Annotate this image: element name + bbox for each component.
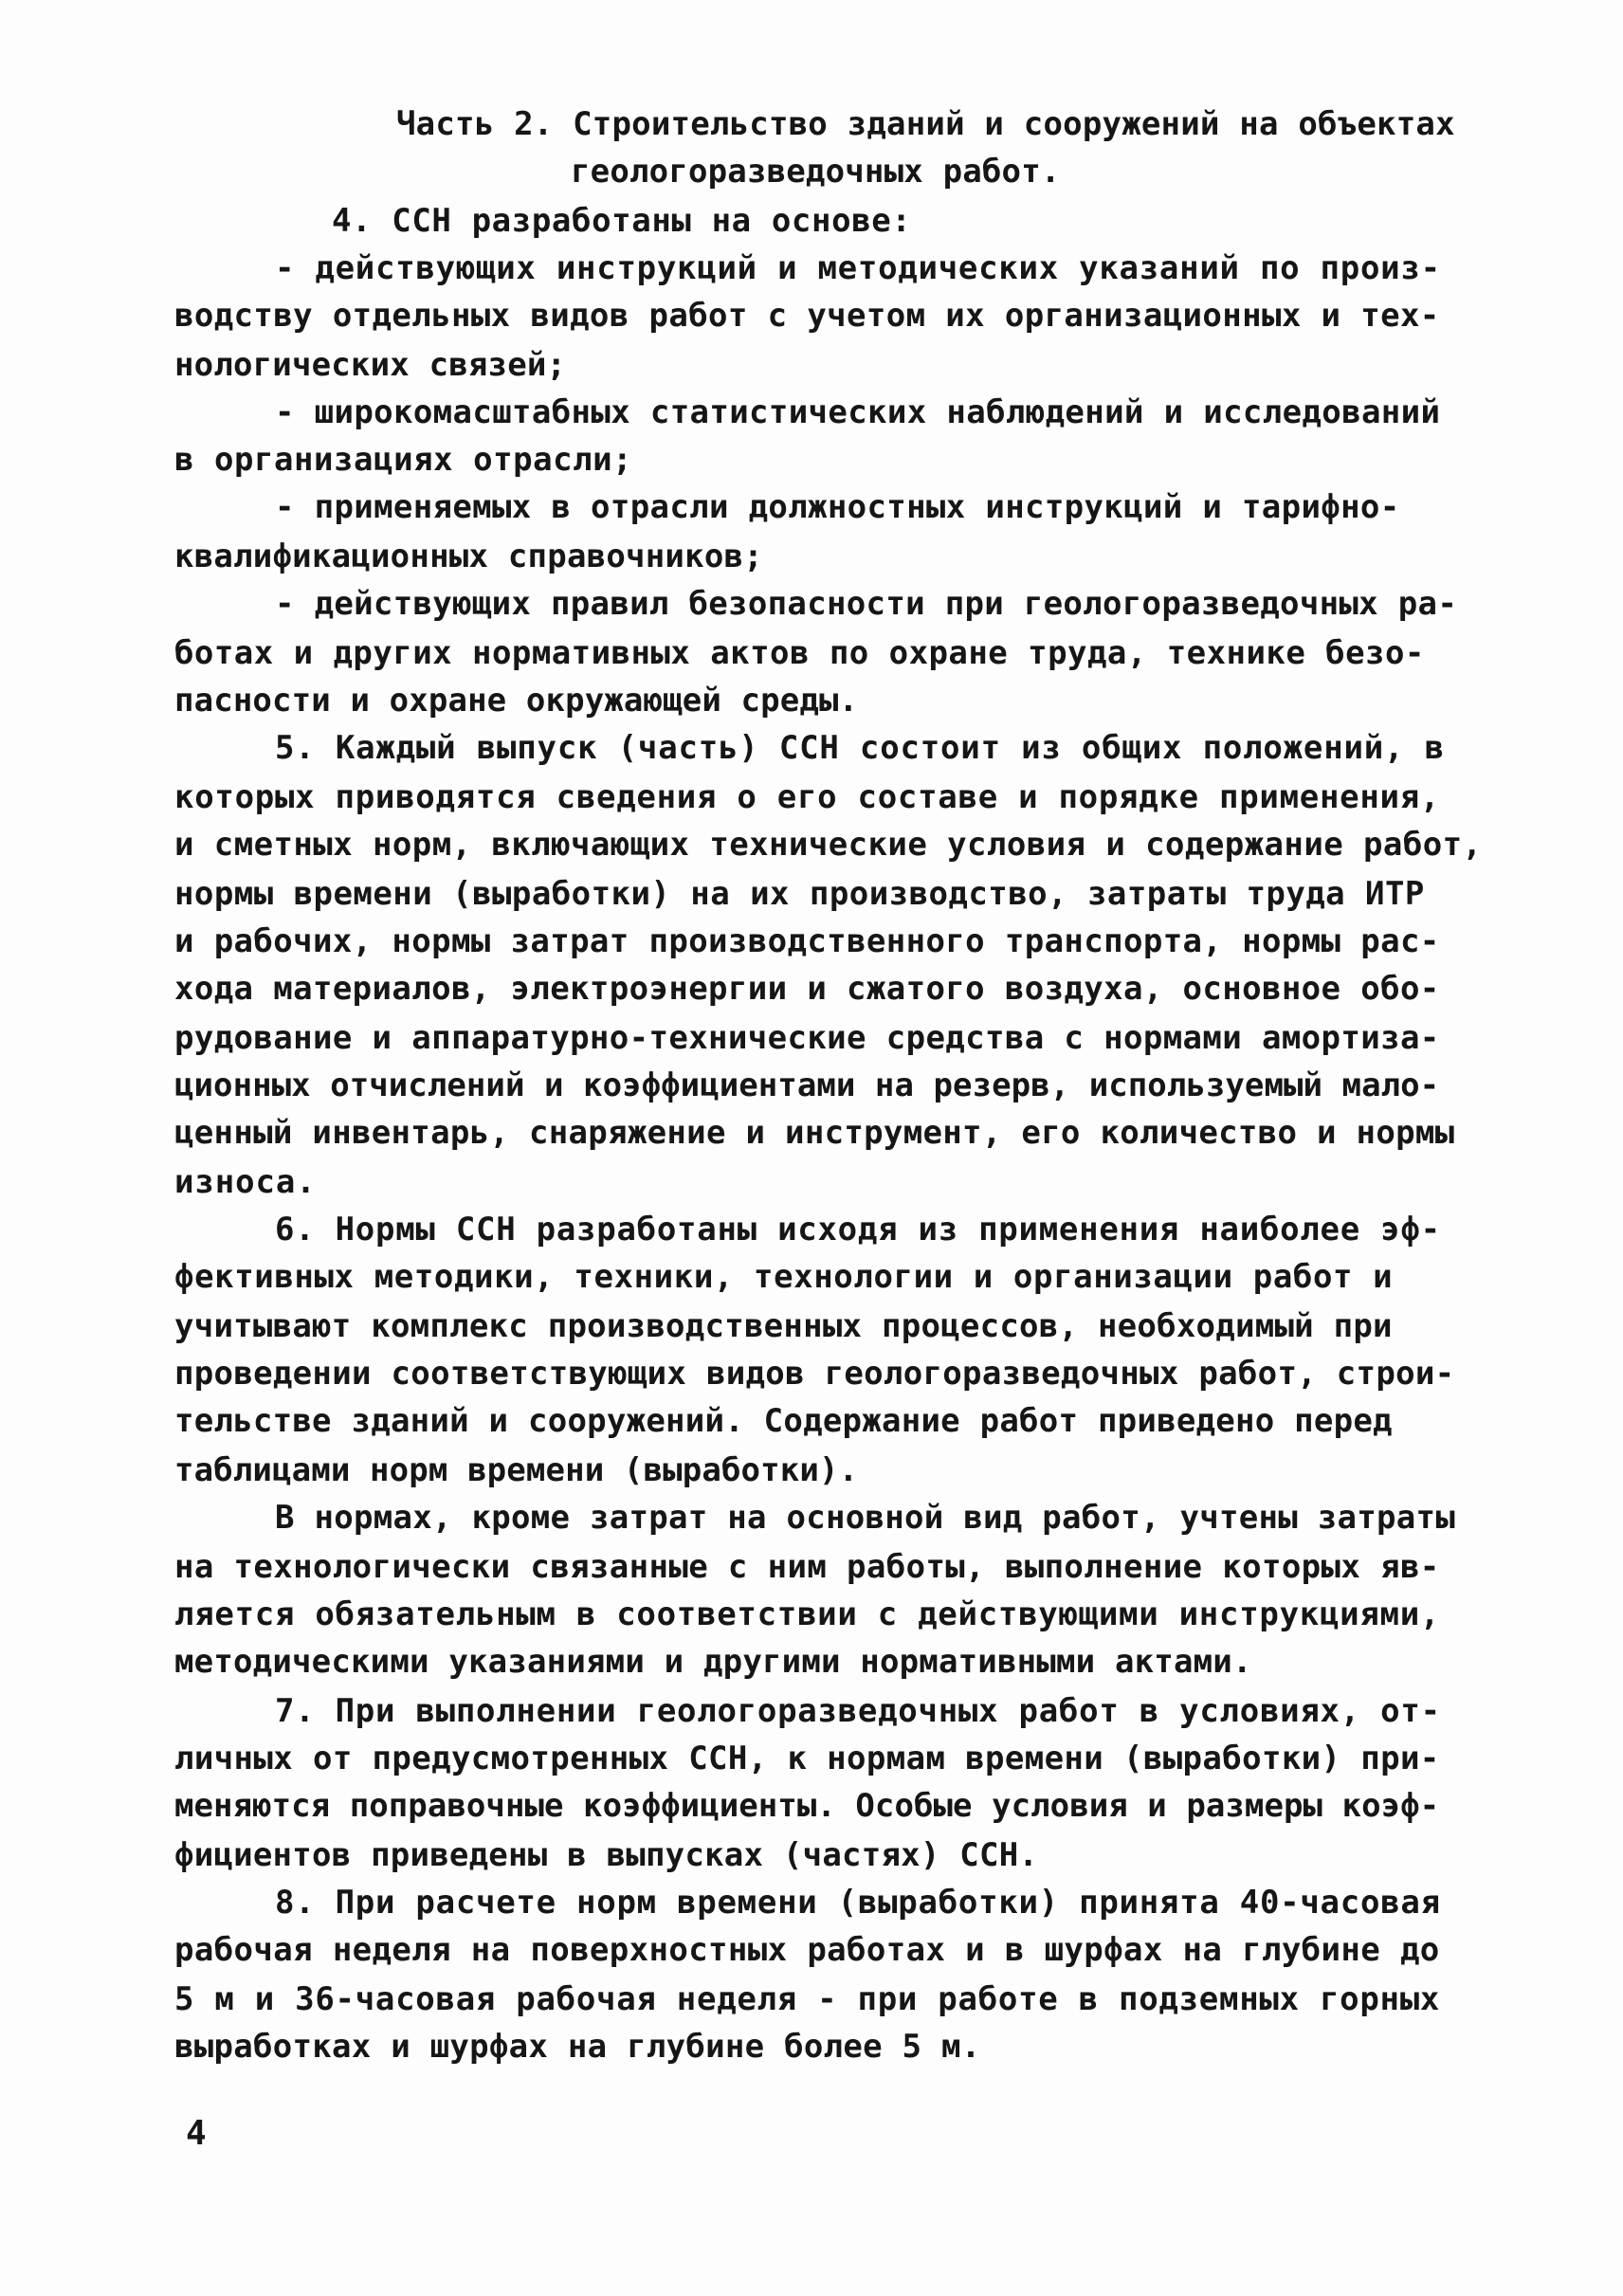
text-line: 8. При расчете норм времени (выработки) принята 40-часовая [275,1884,1441,1922]
text-line: - действующих инструкций и методических указаний по произ- [275,249,1441,287]
text-line: и сметных норм, включающих технические условия и содержание работ, [174,826,1483,864]
text-line: Часть 2. Строительство зданий и сооружений на объектах [396,105,1455,143]
text-line: проведении соответствующих видов геологоразведочных работ, строи- [174,1355,1455,1393]
text-line: нологических связей; [174,346,567,384]
text-line: тельстве зданий и сооружений. Содержание работ приведено перед [174,1402,1393,1440]
text-line: 4. ССН разработаны на основе: [332,202,912,240]
text-line: пасности и охране окружающей среды. [174,682,859,720]
text-line: ценный инвентарь, снаряжение и инструмент, его количество и нормы [174,1114,1455,1152]
text-line: фициентов приведены в выпусках (частях) ССН. [174,1836,1039,1874]
text-line: ботах и других нормативных актов по охране труда, технике безо- [174,634,1425,672]
text-line: 7. При выполнении геологоразведочных работ в условиях, от- [275,1692,1441,1730]
text-line: 5. Каждый выпуск (часть) ССН состоит из общих положений, в [275,729,1445,767]
text-line: меняются поправочные коэффициенты. Особые условия и размеры коэф- [174,1787,1440,1825]
text-line: личных от предусмотренных ССН, к нормам времени (выработки) при- [174,1740,1440,1777]
text-line: водству отдельных видов работ с учетом их организационных и тех- [174,297,1440,335]
text-line: рабочая неделя на поверхностных работах и в шурфах на глубине до [174,1931,1440,1969]
text-line: в организациях отрасли; [174,441,633,479]
text-line: геологоразведочных работ. [571,153,1061,191]
page-number: 4 [186,2114,207,2153]
text-line: 6. Нормы ССН разработаны исходя из применения наиболее эф- [275,1211,1441,1248]
text-line: методическими указаниями и другими нормативными актами. [174,1643,1252,1681]
text-line: хода материалов, электроэнергии и сжатого воздуха, основное обо- [174,970,1440,1008]
text-line: В нормах, кроме затрат на основной вид работ, учтены затраты [275,1499,1456,1537]
text-line: учитывают комплекс производственных процессов, необходимый при [174,1307,1393,1345]
text-line: - действующих правил безопасности при геологоразведочных ра- [275,585,1458,623]
text-line: фективных методики, техники, технологии и организации работ и [174,1258,1394,1296]
text-line: выработках и шурфах на глубине более 5 м. [174,2028,981,2066]
text-line: - применяемых в отрасли должностных инструкций и тарифно- [275,488,1400,526]
text-line: квалификационных справочников; [174,538,763,575]
text-line: ционных отчислений и коэффициентами на резерв, используемый мало- [174,1066,1440,1104]
text-line: которых приводятся сведения о его составе и порядке применения, [174,778,1441,816]
text-line: ляется обязательным в соответствии с действующими инструкциями, [174,1595,1441,1633]
text-line: рудование и аппаратурно-технические средства с нормами амортиза- [174,1019,1440,1057]
text-line: 5 м и 36-часовая рабочая неделя - при работе в подземных горных [174,1980,1441,2018]
text-line: нормы времени (выработки) на их производство, затраты труда ИТР [174,875,1425,913]
text-line: износа. [174,1163,317,1201]
text-line: таблицами норм времени (выработки). [174,1451,859,1489]
text-line: и рабочих, нормы затрат производственного транспорта, нормы рас- [174,922,1440,960]
text-line: на технологически связанные с ним работы, выполнение которых яв- [174,1548,1440,1586]
text-line: - широкомасштабных статистических наблюдений и исследований [275,393,1441,431]
